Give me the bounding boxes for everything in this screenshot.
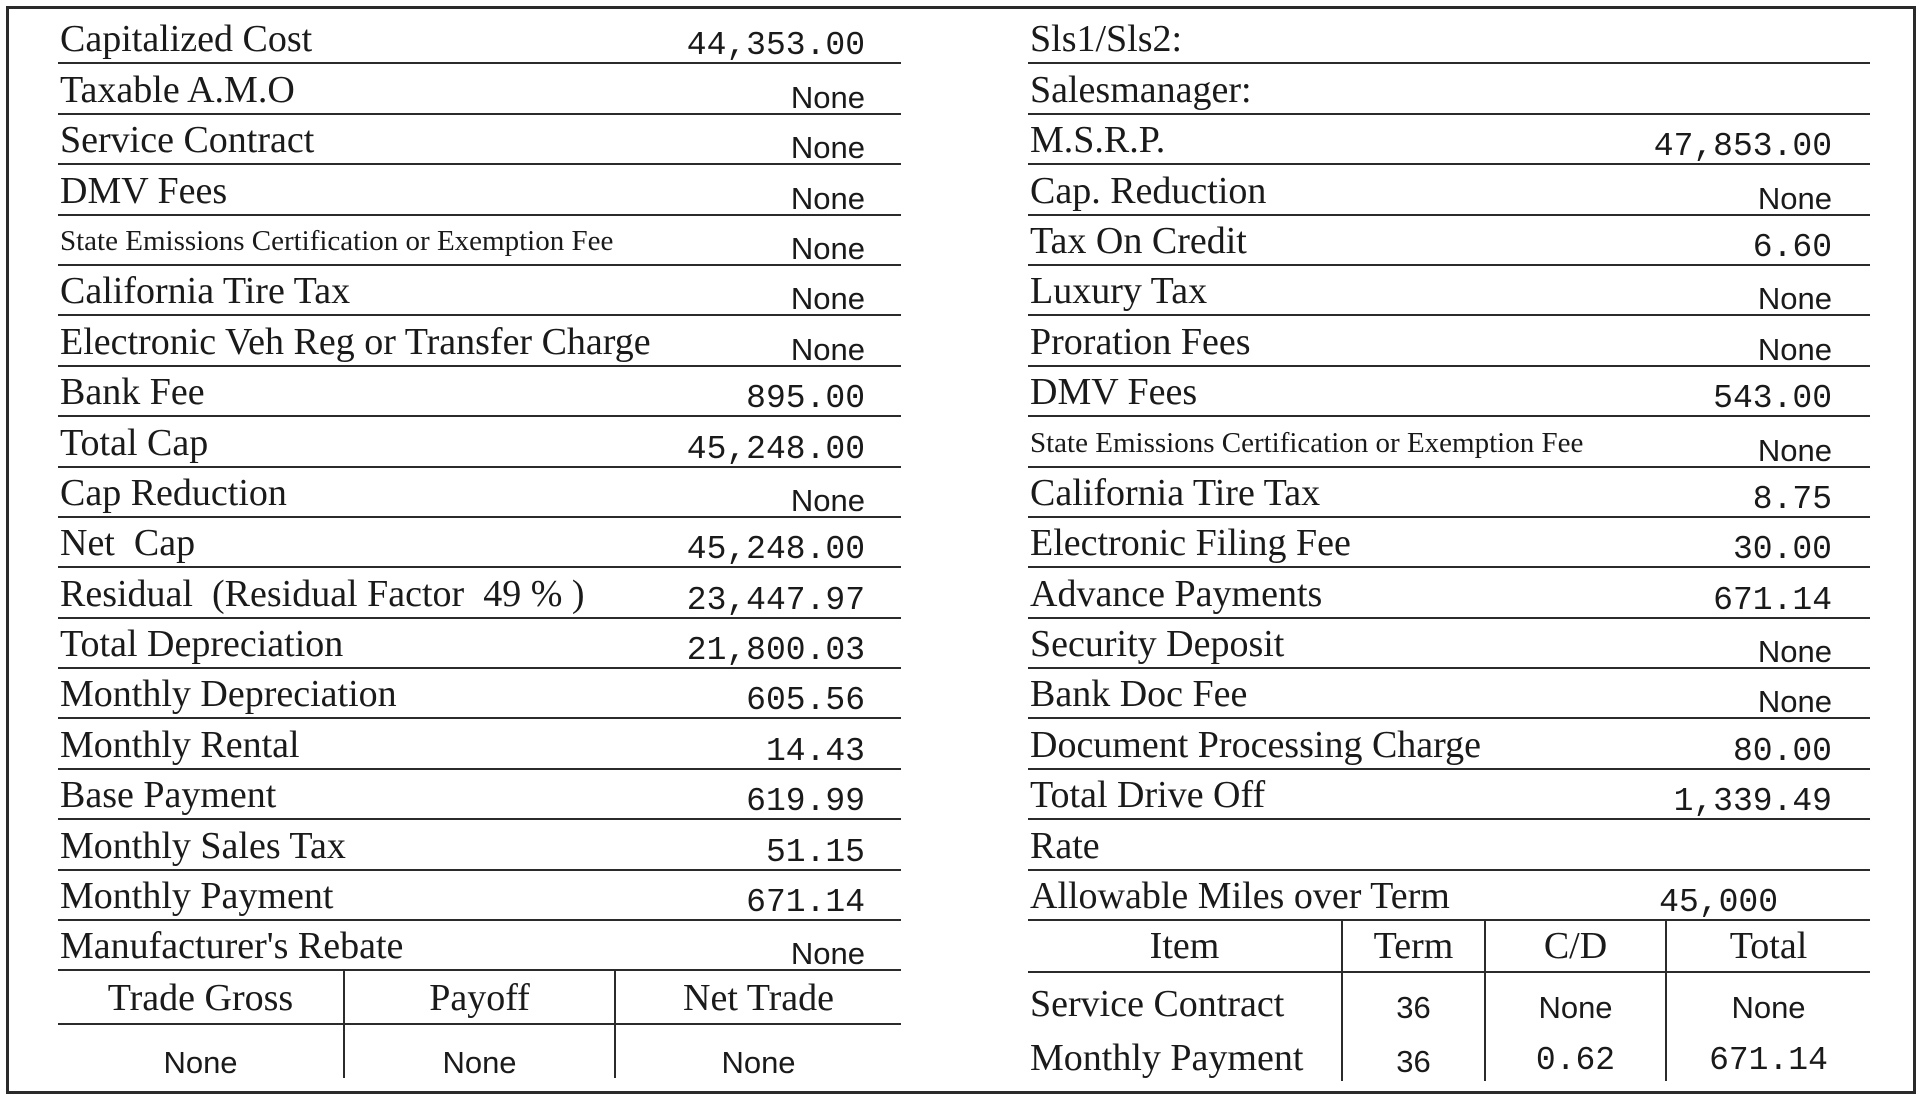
row-dmv-fees [58, 165, 901, 215]
row-value: 605.56 [746, 682, 865, 720]
row-value: None [1757, 180, 1832, 216]
row-value: None [790, 79, 865, 115]
row-monthly-depreciation [58, 669, 901, 719]
row-label: DMV Fees [60, 169, 228, 212]
row-value: 6.60 [1752, 228, 1832, 266]
row-value: None [1757, 281, 1832, 317]
row-security-deposit [1028, 619, 1870, 669]
item-header-cell [1028, 921, 1341, 971]
table-row [1028, 1027, 1870, 1081]
item-header-cell [1484, 921, 1665, 971]
net-trade-value: None [721, 1045, 796, 1081]
row-label: Document Processing Charge [1030, 723, 1481, 766]
trade-header-cell [614, 971, 901, 1023]
row-allowable-miles [1028, 871, 1870, 921]
row-label: Electronic Veh Reg or Transfer Charge [60, 320, 651, 363]
left-column [58, 14, 901, 1081]
row-value: 23,447.97 [686, 581, 865, 619]
row-capitalized-cost [58, 14, 901, 64]
term-value: 36 [1396, 1044, 1431, 1080]
trade-gross-value: None [163, 1045, 238, 1081]
row-value: 51.15 [765, 833, 865, 871]
term-header: Term [1373, 925, 1454, 968]
row-value: 45,000 [1659, 884, 1778, 922]
row-label: Electronic Filing Fee [1030, 522, 1351, 565]
row-rate [1028, 820, 1870, 870]
row-electronic-veh-reg [58, 316, 901, 366]
row-value: 47,853.00 [1653, 128, 1832, 166]
total-header: Total [1729, 925, 1808, 968]
item-header-cell [1341, 921, 1484, 971]
table-row [1028, 973, 1870, 1027]
trade-header-cell [58, 971, 343, 1023]
net-trade-header: Net Trade [683, 977, 834, 1020]
payoff-value: None [442, 1045, 517, 1081]
row-label: Manufacturer's Rebate [60, 925, 404, 968]
row-value: None [1757, 432, 1832, 468]
row-label: Base Payment [60, 774, 277, 817]
row-label: Service Contract [60, 119, 315, 162]
row-document-processing-charge [1028, 719, 1870, 769]
item-name: Service Contract [1030, 983, 1285, 1026]
item-header-cell [1665, 921, 1870, 971]
cd-cell [1484, 973, 1665, 1027]
row-value: 619.99 [746, 783, 865, 821]
row-value: 14.43 [765, 732, 865, 770]
cd-header: C/D [1543, 925, 1608, 968]
row-label: State Emissions Certification or Exemption Fee [1030, 426, 1584, 459]
trade-table-body [58, 1025, 901, 1081]
row-cap-reduction-right [1028, 165, 1870, 215]
row-value: None [1757, 634, 1832, 670]
row-monthly-payment [58, 871, 901, 921]
row-label: Total Drive Off [1030, 774, 1266, 817]
trade-gross-header: Trade Gross [107, 977, 294, 1020]
row-value: None [1757, 684, 1832, 720]
row-label: Bank Fee [60, 371, 205, 414]
row-value: 45,248.00 [686, 531, 865, 569]
cd-value: 0.62 [1535, 1042, 1616, 1080]
cd-value: None [1538, 990, 1613, 1026]
row-label: Monthly Payment [60, 875, 334, 918]
row-label: Cap. Reduction [1030, 169, 1267, 212]
term-cell [1341, 1027, 1484, 1081]
row-label: Proration Fees [1030, 320, 1251, 363]
row-proration-fees [1028, 316, 1870, 366]
item-name: Monthly Payment [1030, 1037, 1304, 1080]
row-label: Security Deposit [1030, 623, 1285, 666]
row-electronic-filing-fee [1028, 518, 1870, 568]
row-advance-payments [1028, 568, 1870, 618]
row-value: None [790, 482, 865, 518]
total-cell [1665, 1027, 1870, 1081]
row-monthly-sales-tax [58, 820, 901, 870]
row-value: 8.75 [1752, 480, 1832, 518]
row-value: 895.00 [746, 380, 865, 418]
row-net-cap [58, 518, 901, 568]
row-salesmanager [1028, 64, 1870, 114]
total-cell [1665, 973, 1870, 1027]
row-value: 21,800.03 [686, 632, 865, 670]
row-value: None [790, 331, 865, 367]
item-table-header [1028, 921, 1870, 973]
row-label: Advance Payments [1030, 572, 1323, 615]
row-label: California Tire Tax [1030, 471, 1321, 514]
trade-value-cell [343, 1025, 614, 1081]
trade-header-cell [343, 971, 614, 1023]
row-service-contract [58, 115, 901, 165]
row-state-emissions-fee-right [1028, 417, 1870, 467]
row-label: Net Cap [60, 522, 196, 565]
row-value: None [790, 281, 865, 317]
row-label: Residual (Residual Factor 49 % ) [60, 572, 585, 615]
row-total-drive-off [1028, 770, 1870, 820]
row-label: Bank Doc Fee [1030, 673, 1248, 716]
row-value: 44,353.00 [686, 27, 865, 65]
row-value: 1,339.49 [1673, 783, 1832, 821]
row-msrp [1028, 115, 1870, 165]
row-luxury-tax [1028, 266, 1870, 316]
row-total-depreciation [58, 619, 901, 669]
item-header: Item [1149, 925, 1220, 968]
row-base-payment [58, 770, 901, 820]
row-california-tire-tax-right [1028, 468, 1870, 518]
row-label: Monthly Sales Tax [60, 824, 346, 867]
row-label: Luxury Tax [1030, 270, 1208, 313]
row-salesperson [1028, 14, 1870, 64]
row-value: None [1757, 331, 1832, 367]
trade-value-cell [58, 1025, 343, 1081]
row-cap-reduction [58, 468, 901, 518]
row-total-cap [58, 417, 901, 467]
row-label: Salesmanager: [1030, 68, 1252, 111]
row-label: Total Cap [60, 421, 209, 464]
row-label: Allowable Miles over Term [1030, 875, 1450, 918]
row-label: Capitalized Cost [60, 18, 313, 61]
row-tax-on-credit [1028, 216, 1870, 266]
row-value: 45,248.00 [686, 430, 865, 468]
row-value: 671.14 [1713, 581, 1832, 619]
row-state-emissions-fee [58, 216, 901, 266]
row-value: 30.00 [1732, 531, 1832, 569]
item-cell [1028, 1027, 1341, 1081]
row-label: California Tire Tax [60, 270, 351, 313]
row-label: Monthly Depreciation [60, 673, 397, 716]
row-label: Sls1/Sls2: [1030, 18, 1183, 61]
row-label: Cap Reduction [60, 471, 287, 514]
row-value: None [790, 936, 865, 972]
trade-table-header [58, 971, 901, 1025]
row-value: 543.00 [1713, 380, 1832, 418]
row-label: Taxable A.M.O [60, 68, 295, 111]
row-label: State Emissions Certification or Exemption Fee [60, 224, 614, 257]
row-california-tire-tax [58, 266, 901, 316]
row-value: 80.00 [1732, 732, 1832, 770]
row-label: Monthly Rental [60, 723, 300, 766]
right-column [1028, 14, 1870, 1081]
row-label: DMV Fees [1030, 371, 1198, 414]
row-dmv-fees-right [1028, 367, 1870, 417]
trade-value-cell [614, 1025, 901, 1081]
total-value: None [1731, 990, 1806, 1026]
row-value: None [790, 230, 865, 266]
row-manufacturers-rebate [58, 921, 901, 971]
row-value: None [790, 180, 865, 216]
item-cell [1028, 973, 1341, 1027]
row-label: Tax On Credit [1030, 219, 1247, 262]
row-label: Total Depreciation [60, 623, 344, 666]
row-monthly-rental [58, 719, 901, 769]
term-value: 36 [1396, 990, 1431, 1026]
row-bank-doc-fee [1028, 669, 1870, 719]
row-label: M.S.R.P. [1030, 119, 1166, 162]
row-bank-fee [58, 367, 901, 417]
cd-cell [1484, 1027, 1665, 1081]
row-label: Rate [1030, 824, 1100, 867]
row-value: 671.14 [746, 884, 865, 922]
term-cell [1341, 973, 1484, 1027]
payoff-header: Payoff [429, 977, 530, 1020]
row-taxable-amo [58, 64, 901, 114]
total-value: 671.14 [1709, 1042, 1828, 1080]
row-value: None [790, 130, 865, 166]
row-residual [58, 568, 901, 618]
